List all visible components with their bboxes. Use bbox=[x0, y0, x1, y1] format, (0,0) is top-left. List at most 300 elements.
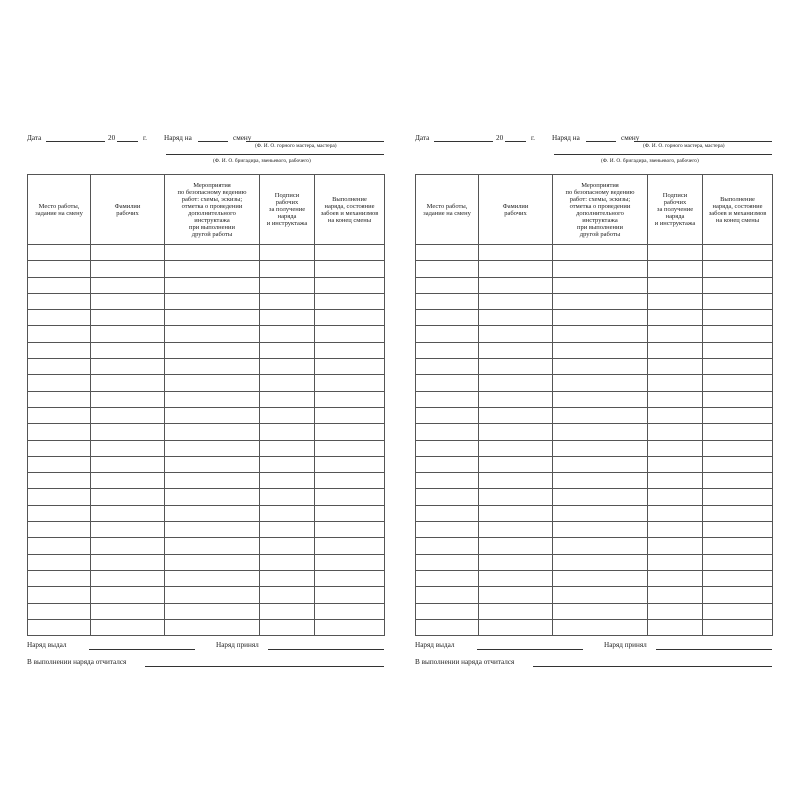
table-cell[interactable] bbox=[648, 570, 703, 586]
table-cell[interactable] bbox=[165, 538, 260, 554]
table-cell[interactable] bbox=[28, 456, 91, 472]
table-row bbox=[28, 554, 385, 570]
table-cell[interactable] bbox=[165, 505, 260, 521]
table-cell[interactable] bbox=[648, 587, 703, 603]
table-cell[interactable] bbox=[553, 391, 648, 407]
table-cell[interactable] bbox=[703, 391, 773, 407]
table-cell[interactable] bbox=[416, 473, 479, 489]
table-cell[interactable] bbox=[648, 326, 703, 342]
table-cell[interactable] bbox=[315, 522, 385, 538]
table-cell[interactable] bbox=[28, 261, 91, 277]
table-cell[interactable] bbox=[479, 489, 553, 505]
table-row bbox=[416, 505, 773, 521]
table-cell[interactable] bbox=[553, 619, 648, 635]
table-cell[interactable] bbox=[91, 505, 165, 521]
foreman-field[interactable] bbox=[246, 141, 384, 142]
table-cell[interactable] bbox=[91, 391, 165, 407]
table-cell[interactable] bbox=[416, 505, 479, 521]
table-cell[interactable] bbox=[165, 293, 260, 309]
table-cell[interactable] bbox=[260, 310, 315, 326]
table-cell[interactable] bbox=[479, 342, 553, 358]
issued-field[interactable] bbox=[477, 649, 583, 650]
table-cell[interactable] bbox=[91, 342, 165, 358]
table-cell[interactable] bbox=[165, 473, 260, 489]
table-cell[interactable] bbox=[479, 440, 553, 456]
table-cell[interactable] bbox=[165, 326, 260, 342]
table-cell[interactable] bbox=[28, 538, 91, 554]
table-cell[interactable] bbox=[553, 489, 648, 505]
table-cell[interactable] bbox=[479, 326, 553, 342]
reported-field[interactable] bbox=[533, 666, 772, 667]
table-cell[interactable] bbox=[91, 538, 165, 554]
table-row bbox=[28, 570, 385, 586]
table-cell[interactable] bbox=[648, 293, 703, 309]
table-cell[interactable] bbox=[648, 310, 703, 326]
brigadier-field[interactable] bbox=[166, 154, 384, 155]
table-cell[interactable] bbox=[28, 424, 91, 440]
table-cell[interactable] bbox=[703, 440, 773, 456]
table-cell[interactable] bbox=[91, 603, 165, 619]
table-cell[interactable] bbox=[553, 603, 648, 619]
table-cell[interactable] bbox=[315, 277, 385, 293]
table-cell[interactable] bbox=[91, 359, 165, 375]
foreman-caption: (Ф. И. О. горного мастера, мастера) bbox=[643, 143, 725, 149]
table-cell[interactable] bbox=[648, 342, 703, 358]
table-cell[interactable] bbox=[91, 326, 165, 342]
order-label: Наряд на bbox=[164, 134, 192, 142]
table-cell[interactable] bbox=[260, 456, 315, 472]
table-cell[interactable] bbox=[703, 359, 773, 375]
table-cell[interactable] bbox=[91, 261, 165, 277]
table-cell[interactable] bbox=[479, 587, 553, 603]
col-header-workplace: Место работы, задание на смену bbox=[416, 175, 479, 245]
table-row bbox=[28, 456, 385, 472]
table-cell[interactable] bbox=[553, 473, 648, 489]
table-cell[interactable] bbox=[315, 375, 385, 391]
table-cell[interactable] bbox=[416, 619, 479, 635]
table-cell[interactable] bbox=[28, 440, 91, 456]
table-cell[interactable] bbox=[703, 570, 773, 586]
date-field[interactable] bbox=[434, 141, 493, 142]
table-cell[interactable] bbox=[315, 587, 385, 603]
table-row bbox=[416, 522, 773, 538]
table-cell[interactable] bbox=[91, 554, 165, 570]
table-cell[interactable] bbox=[648, 522, 703, 538]
table-cell[interactable] bbox=[648, 505, 703, 521]
table-cell[interactable] bbox=[260, 375, 315, 391]
table-cell[interactable] bbox=[648, 456, 703, 472]
table-cell[interactable] bbox=[479, 375, 553, 391]
table-cell[interactable] bbox=[479, 603, 553, 619]
table-cell[interactable] bbox=[260, 554, 315, 570]
table-cell[interactable] bbox=[416, 261, 479, 277]
table-cell[interactable] bbox=[315, 456, 385, 472]
table-cell[interactable] bbox=[260, 440, 315, 456]
table-cell[interactable] bbox=[28, 342, 91, 358]
table-cell[interactable] bbox=[416, 375, 479, 391]
table-cell[interactable] bbox=[165, 570, 260, 586]
table-cell[interactable] bbox=[91, 473, 165, 489]
table-cell[interactable] bbox=[416, 424, 479, 440]
table-cell[interactable] bbox=[479, 277, 553, 293]
table-cell[interactable] bbox=[416, 489, 479, 505]
table-cell[interactable] bbox=[479, 522, 553, 538]
table-cell[interactable] bbox=[260, 505, 315, 521]
table-cell[interactable] bbox=[648, 359, 703, 375]
date-label: Дата bbox=[27, 134, 42, 142]
table-cell[interactable] bbox=[416, 342, 479, 358]
table-cell[interactable] bbox=[703, 489, 773, 505]
table-cell[interactable] bbox=[315, 326, 385, 342]
table-cell[interactable] bbox=[260, 391, 315, 407]
table-cell[interactable] bbox=[91, 424, 165, 440]
table-cell[interactable] bbox=[703, 375, 773, 391]
table-cell[interactable] bbox=[315, 603, 385, 619]
table-cell[interactable] bbox=[165, 375, 260, 391]
table-cell[interactable] bbox=[479, 619, 553, 635]
table-cell[interactable] bbox=[479, 505, 553, 521]
table-cell[interactable] bbox=[553, 407, 648, 423]
table-cell[interactable] bbox=[260, 538, 315, 554]
table-cell[interactable] bbox=[91, 440, 165, 456]
table-cell[interactable] bbox=[315, 245, 385, 261]
table-cell[interactable] bbox=[260, 424, 315, 440]
table-row bbox=[416, 261, 773, 277]
table-cell[interactable] bbox=[703, 342, 773, 358]
table-cell[interactable] bbox=[703, 603, 773, 619]
table-cell[interactable] bbox=[28, 245, 91, 261]
table-cell[interactable] bbox=[553, 245, 648, 261]
table-row bbox=[28, 440, 385, 456]
table-cell[interactable] bbox=[553, 570, 648, 586]
table-cell[interactable] bbox=[703, 277, 773, 293]
table-cell[interactable] bbox=[553, 326, 648, 342]
table-cell[interactable] bbox=[315, 554, 385, 570]
table-cell[interactable] bbox=[28, 554, 91, 570]
table-cell[interactable] bbox=[315, 424, 385, 440]
table-cell[interactable] bbox=[648, 440, 703, 456]
table-row bbox=[28, 310, 385, 326]
brigadier-field[interactable] bbox=[554, 154, 772, 155]
table-cell[interactable] bbox=[553, 538, 648, 554]
table-cell[interactable] bbox=[260, 245, 315, 261]
table-row bbox=[28, 326, 385, 342]
reported-label: В выполнении наряда отчитался bbox=[415, 658, 515, 666]
table-cell[interactable] bbox=[260, 603, 315, 619]
table-cell[interactable] bbox=[553, 554, 648, 570]
table-row bbox=[28, 424, 385, 440]
table-cell[interactable] bbox=[648, 489, 703, 505]
table-cell[interactable] bbox=[479, 424, 553, 440]
table-cell[interactable] bbox=[91, 245, 165, 261]
table-cell[interactable] bbox=[165, 522, 260, 538]
table-cell[interactable] bbox=[91, 407, 165, 423]
table-cell[interactable] bbox=[165, 456, 260, 472]
table-cell[interactable] bbox=[260, 587, 315, 603]
table-row bbox=[28, 293, 385, 309]
table-cell[interactable] bbox=[703, 619, 773, 635]
table-cell[interactable] bbox=[416, 359, 479, 375]
table-cell[interactable] bbox=[553, 587, 648, 603]
table-cell[interactable] bbox=[165, 489, 260, 505]
reported-label: В выполнении наряда отчитался bbox=[27, 658, 127, 666]
table-cell[interactable] bbox=[703, 522, 773, 538]
table-cell[interactable] bbox=[28, 359, 91, 375]
table-row bbox=[28, 391, 385, 407]
table-cell[interactable] bbox=[91, 570, 165, 586]
table-cell[interactable] bbox=[260, 293, 315, 309]
table-cell[interactable] bbox=[416, 391, 479, 407]
date-label: Дата bbox=[415, 134, 430, 142]
table-cell[interactable] bbox=[416, 310, 479, 326]
table-cell[interactable] bbox=[553, 456, 648, 472]
table-row bbox=[416, 326, 773, 342]
table-cell[interactable] bbox=[416, 293, 479, 309]
table-cell[interactable] bbox=[28, 277, 91, 293]
table-cell[interactable] bbox=[648, 473, 703, 489]
shift-label: смену bbox=[621, 134, 640, 142]
table-cell[interactable] bbox=[416, 554, 479, 570]
table-cell[interactable] bbox=[260, 489, 315, 505]
table-cell[interactable] bbox=[416, 245, 479, 261]
table-cell[interactable] bbox=[91, 375, 165, 391]
table-cell[interactable] bbox=[260, 261, 315, 277]
table-cell[interactable] bbox=[315, 473, 385, 489]
table-cell[interactable] bbox=[260, 277, 315, 293]
table-cell[interactable] bbox=[648, 538, 703, 554]
accepted-field[interactable] bbox=[268, 649, 384, 650]
table-cell[interactable] bbox=[315, 359, 385, 375]
table-cell[interactable] bbox=[315, 342, 385, 358]
table-row bbox=[28, 489, 385, 505]
col-header-signatures: Подписи рабочих за получение наряда и инструктажа bbox=[648, 175, 703, 245]
table-cell[interactable] bbox=[28, 489, 91, 505]
table-cell[interactable] bbox=[315, 489, 385, 505]
table-cell[interactable] bbox=[165, 310, 260, 326]
table-cell[interactable] bbox=[165, 261, 260, 277]
table-cell[interactable] bbox=[165, 554, 260, 570]
year-suffix: г. bbox=[531, 134, 535, 142]
table-cell[interactable] bbox=[479, 359, 553, 375]
table-cell[interactable] bbox=[648, 424, 703, 440]
table-cell[interactable] bbox=[28, 587, 91, 603]
table-row bbox=[28, 473, 385, 489]
table-cell[interactable] bbox=[315, 407, 385, 423]
table-cell[interactable] bbox=[648, 407, 703, 423]
table-cell[interactable] bbox=[28, 522, 91, 538]
table-cell[interactable] bbox=[648, 375, 703, 391]
table-cell[interactable] bbox=[91, 587, 165, 603]
table-row bbox=[28, 538, 385, 554]
table-cell[interactable] bbox=[703, 261, 773, 277]
table-cell[interactable] bbox=[416, 538, 479, 554]
date-field[interactable] bbox=[46, 141, 105, 142]
table-cell[interactable] bbox=[479, 261, 553, 277]
table-cell[interactable] bbox=[260, 619, 315, 635]
table-cell[interactable] bbox=[28, 619, 91, 635]
table-cell[interactable] bbox=[479, 245, 553, 261]
table-cell[interactable] bbox=[553, 375, 648, 391]
accepted-label: Наряд принял bbox=[216, 641, 259, 649]
table-cell[interactable] bbox=[416, 570, 479, 586]
table-cell[interactable] bbox=[479, 407, 553, 423]
table-cell[interactable] bbox=[315, 261, 385, 277]
table-cell[interactable] bbox=[703, 424, 773, 440]
table-cell[interactable] bbox=[91, 489, 165, 505]
table-cell[interactable] bbox=[165, 342, 260, 358]
table-cell[interactable] bbox=[703, 587, 773, 603]
reported-field[interactable] bbox=[145, 666, 384, 667]
table-cell[interactable] bbox=[28, 310, 91, 326]
table-cell[interactable] bbox=[703, 538, 773, 554]
year-suffix: г. bbox=[143, 134, 147, 142]
table-cell[interactable] bbox=[28, 603, 91, 619]
table-cell[interactable] bbox=[260, 522, 315, 538]
foreman-caption: (Ф. И. О. горного мастера, мастера) bbox=[255, 143, 337, 149]
shift-field[interactable] bbox=[586, 141, 616, 142]
table-cell[interactable] bbox=[553, 277, 648, 293]
table-cell[interactable] bbox=[28, 326, 91, 342]
table-cell[interactable] bbox=[479, 293, 553, 309]
table-header-row bbox=[28, 175, 385, 245]
table-cell[interactable] bbox=[648, 245, 703, 261]
shift-label: смену bbox=[233, 134, 252, 142]
table-cell[interactable] bbox=[28, 473, 91, 489]
table-cell[interactable] bbox=[703, 310, 773, 326]
table-cell[interactable] bbox=[91, 277, 165, 293]
foreman-field[interactable] bbox=[634, 141, 772, 142]
table-cell[interactable] bbox=[165, 359, 260, 375]
table-cell[interactable] bbox=[703, 293, 773, 309]
table-cell[interactable] bbox=[479, 538, 553, 554]
year-field[interactable] bbox=[117, 141, 138, 142]
table-cell[interactable] bbox=[28, 570, 91, 586]
table-cell[interactable] bbox=[91, 619, 165, 635]
table-cell[interactable] bbox=[553, 359, 648, 375]
table-cell[interactable] bbox=[165, 619, 260, 635]
table-cell[interactable] bbox=[648, 603, 703, 619]
table-cell[interactable] bbox=[260, 326, 315, 342]
table-cell[interactable] bbox=[416, 326, 479, 342]
table-cell[interactable] bbox=[91, 310, 165, 326]
table-row bbox=[28, 375, 385, 391]
table-row bbox=[416, 538, 773, 554]
table-row bbox=[28, 603, 385, 619]
table-cell[interactable] bbox=[165, 391, 260, 407]
table-cell[interactable] bbox=[703, 326, 773, 342]
table-cell[interactable] bbox=[28, 505, 91, 521]
table-cell[interactable] bbox=[479, 391, 553, 407]
accepted-field[interactable] bbox=[656, 649, 772, 650]
table-cell[interactable] bbox=[479, 554, 553, 570]
table-cell[interactable] bbox=[315, 293, 385, 309]
table-cell[interactable] bbox=[91, 293, 165, 309]
table-cell[interactable] bbox=[479, 570, 553, 586]
table-cell[interactable] bbox=[553, 424, 648, 440]
table-cell[interactable] bbox=[315, 619, 385, 635]
header-captions bbox=[27, 145, 384, 175]
table-cell[interactable] bbox=[479, 473, 553, 489]
table-cell[interactable] bbox=[260, 570, 315, 586]
table-cell[interactable] bbox=[165, 440, 260, 456]
table-cell[interactable] bbox=[260, 473, 315, 489]
table-cell[interactable] bbox=[648, 619, 703, 635]
table-row bbox=[28, 522, 385, 538]
table-cell[interactable] bbox=[416, 522, 479, 538]
table-cell[interactable] bbox=[260, 407, 315, 423]
table-cell[interactable] bbox=[703, 505, 773, 521]
table-cell[interactable] bbox=[28, 375, 91, 391]
table-cell[interactable] bbox=[703, 456, 773, 472]
table-cell[interactable] bbox=[416, 587, 479, 603]
table-cell[interactable] bbox=[165, 245, 260, 261]
issued-field[interactable] bbox=[89, 649, 195, 650]
table-cell[interactable] bbox=[648, 554, 703, 570]
table-cell[interactable] bbox=[553, 342, 648, 358]
table-cell[interactable] bbox=[553, 440, 648, 456]
shift-field[interactable] bbox=[198, 141, 228, 142]
table-cell[interactable] bbox=[315, 440, 385, 456]
table-cell[interactable] bbox=[553, 310, 648, 326]
table-cell[interactable] bbox=[91, 456, 165, 472]
table-cell[interactable] bbox=[416, 440, 479, 456]
table-cell[interactable] bbox=[553, 522, 648, 538]
table-cell[interactable] bbox=[315, 538, 385, 554]
table-cell[interactable] bbox=[28, 407, 91, 423]
table-cell[interactable] bbox=[648, 391, 703, 407]
table-cell[interactable] bbox=[703, 554, 773, 570]
table-cell[interactable] bbox=[479, 310, 553, 326]
table-row bbox=[416, 440, 773, 456]
table-row bbox=[28, 342, 385, 358]
table-cell[interactable] bbox=[315, 310, 385, 326]
table-cell[interactable] bbox=[165, 277, 260, 293]
table-cell[interactable] bbox=[91, 522, 165, 538]
table-row bbox=[416, 424, 773, 440]
table-cell[interactable] bbox=[648, 261, 703, 277]
table-cell[interactable] bbox=[260, 359, 315, 375]
col-header-workers: Фамилии рабочих bbox=[91, 175, 165, 245]
table-cell[interactable] bbox=[165, 424, 260, 440]
table-cell[interactable] bbox=[260, 342, 315, 358]
table-cell[interactable] bbox=[416, 407, 479, 423]
table-cell[interactable] bbox=[416, 603, 479, 619]
table-cell[interactable] bbox=[165, 587, 260, 603]
table-cell[interactable] bbox=[416, 456, 479, 472]
table-cell[interactable] bbox=[553, 261, 648, 277]
table-cell[interactable] bbox=[28, 391, 91, 407]
table-row bbox=[416, 391, 773, 407]
table-cell[interactable] bbox=[416, 277, 479, 293]
table-cell[interactable] bbox=[315, 505, 385, 521]
table-cell[interactable] bbox=[479, 456, 553, 472]
table-cell[interactable] bbox=[165, 603, 260, 619]
table-cell[interactable] bbox=[553, 505, 648, 521]
table-cell[interactable] bbox=[165, 407, 260, 423]
col-header-workers: Фамилии рабочих bbox=[479, 175, 553, 245]
table-cell[interactable] bbox=[703, 245, 773, 261]
table-cell[interactable] bbox=[315, 391, 385, 407]
issued-label: Наряд выдал bbox=[27, 641, 67, 649]
table-cell[interactable] bbox=[315, 570, 385, 586]
table-cell[interactable] bbox=[703, 473, 773, 489]
table-cell[interactable] bbox=[28, 293, 91, 309]
table-cell[interactable] bbox=[703, 407, 773, 423]
year-field[interactable] bbox=[505, 141, 526, 142]
table-cell[interactable] bbox=[648, 277, 703, 293]
table-row bbox=[416, 587, 773, 603]
table-cell[interactable] bbox=[553, 293, 648, 309]
